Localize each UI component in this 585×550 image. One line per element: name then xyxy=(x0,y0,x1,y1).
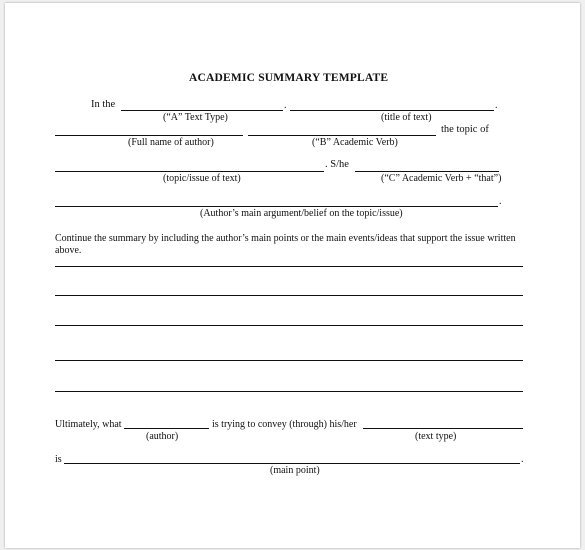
is-label: is xyxy=(55,454,62,465)
row6-end: . xyxy=(521,454,524,465)
author-name-caption: (Full name of author) xyxy=(128,137,214,148)
text-type-blank[interactable] xyxy=(121,110,283,111)
writing-line[interactable] xyxy=(55,266,523,267)
writing-line[interactable] xyxy=(55,295,523,296)
topic-blank[interactable] xyxy=(55,171,324,172)
title-of-text-caption: (title of text) xyxy=(381,112,432,123)
text-type-blank-2[interactable] xyxy=(363,428,523,429)
shehe-label: . S/he xyxy=(325,159,349,170)
title-blank[interactable] xyxy=(290,110,494,111)
writing-line[interactable] xyxy=(55,360,523,361)
topic-caption: (topic/issue of text) xyxy=(163,173,241,184)
document-page xyxy=(5,3,580,548)
row1-end: . xyxy=(495,100,498,111)
author-caption: (author) xyxy=(146,431,179,442)
c-verb-caption: (“C” Academic Verb + “that”) xyxy=(381,173,502,184)
c-verb-blank[interactable] xyxy=(355,171,499,172)
topic-of-label: the topic of xyxy=(441,124,489,135)
a-text-type-caption: (“A” Text Type) xyxy=(163,112,228,123)
row4-end: . xyxy=(499,196,502,207)
author-name-blank[interactable] xyxy=(55,135,243,136)
author-blank[interactable] xyxy=(124,428,209,429)
b-verb-blank[interactable] xyxy=(248,135,436,136)
main-point-blank[interactable] xyxy=(64,463,520,464)
ultimately-label: Ultimately, what xyxy=(55,419,122,430)
argument-blank[interactable] xyxy=(55,206,498,207)
instructions-text: Continue the summary by including the author’s main points or the main events/ideas that support the issue written above. xyxy=(55,233,516,256)
row1-dot: . xyxy=(284,100,287,111)
writing-line[interactable] xyxy=(55,325,523,326)
document-title: ACADEMIC SUMMARY TEMPLATE xyxy=(189,72,389,84)
in-the-label: In the xyxy=(91,99,116,110)
argument-caption: (Author’s main argument/belief on the topic/issue) xyxy=(200,208,403,219)
convey-label: is trying to convey (through) his/her xyxy=(212,419,357,430)
writing-line[interactable] xyxy=(55,391,523,392)
text-type-caption: (text type) xyxy=(415,431,457,442)
main-point-caption: (main point) xyxy=(270,465,320,476)
b-verb-caption: (“B” Academic Verb) xyxy=(312,137,398,148)
